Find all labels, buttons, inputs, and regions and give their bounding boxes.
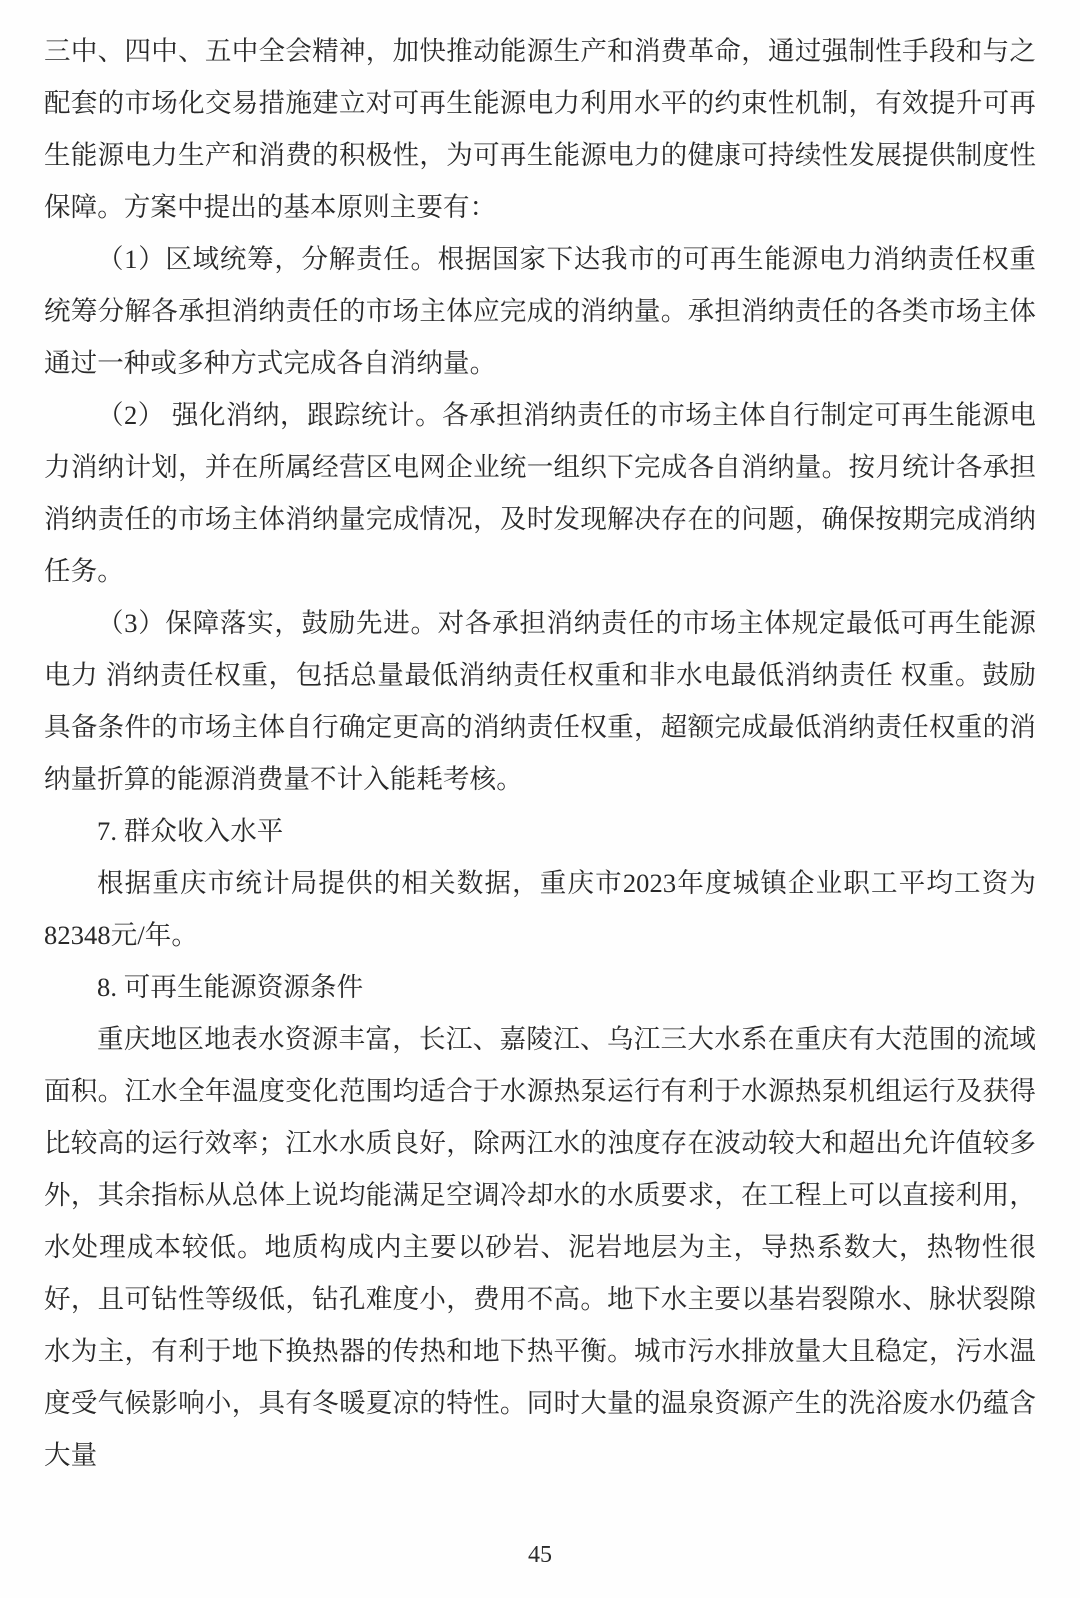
page-number: 45	[528, 1542, 552, 1568]
paragraph: 根据重庆市统计局提供的相关数据，重庆市2023年度城镇企业职工平均工资为82348元/年。	[44, 868, 1036, 950]
paragraph: （2） 强化消纳，跟踪统计。各承担消纳责任的市场主体自行制定可再生能源电力消纳计划，并在所属经营区电网企业统一组织下完成各自消纳量。按月统计各承担消纳责任的市场主体消纳量完成情况，及时发现解决存在的问题，确保按期完成消纳任务。	[44, 400, 1036, 586]
paragraph: （3）保障落实，鼓励先进。对各承担消纳责任的市场主体规定最低可再生能源电力 消纳责任权重，包括总量最低消纳责任权重和非水电最低消纳责任 权重。鼓励具备条件的市场主体自行确定更高的消纳责任权重，超额完成最低消纳责任权重的消纳量折算的能源消费量不计入能耗考核。	[44, 608, 1036, 794]
paragraph: （1）区域统筹，分解责任。根据国家下达我市的可再生能源电力消纳责任权重统筹分解各承担消纳责任的市场主体应完成的消纳量。承担消纳责任的各类市场主体通过一种或多种方式完成各自消纳量。	[44, 244, 1036, 378]
paragraph: 重庆地区地表水资源丰富，长江、嘉陵江、乌江三大水系在重庆有大范围的流域面积。江水全年温度变化范围均适合于水源热泵运行有利于水源热泵机组运行及获得比较高的运行效率；江水水质良好，除两江水的浊度存在波动较大和超出允许值较多外，其余指标从总体上说均能满足空调冷却水的水质要求，在工程上可以直接利用，水处理成本较低。地质构成内主要以砂岩、泥岩地层为主，导热系数大，热物性很好，且可钻性等级低，钻孔难度小，费用不高。地下水主要以基岩裂隙水、脉状裂隙水为主，有利于地下换热器的传热和地下热平衡。城市污水排放量大且稳定，污水温度受气候影响小，具有冬暖夏凉的特性。同时大量的温泉资源产生的洗浴废水仍蕴含大量	[44, 1024, 1036, 1470]
section-heading: 8. 可再生能源资源条件	[97, 972, 364, 1002]
document-body	[44, 25, 1036, 1481]
page-footer	[0, 1540, 1080, 1570]
paragraph: 三中、四中、五中全会精神，加快推动能源生产和消费革命，通过强制性手段和与之配套的市场化交易措施建立对可再生能源电力利用水平的约束性机制，有效提升可再生能源电力生产和消费的积极性，为可再生能源电力的健康可持续性发展提供制度性保障。方案中提出的基本原则主要有：	[44, 36, 1036, 222]
section-heading: 7. 群众收入水平	[97, 816, 284, 846]
